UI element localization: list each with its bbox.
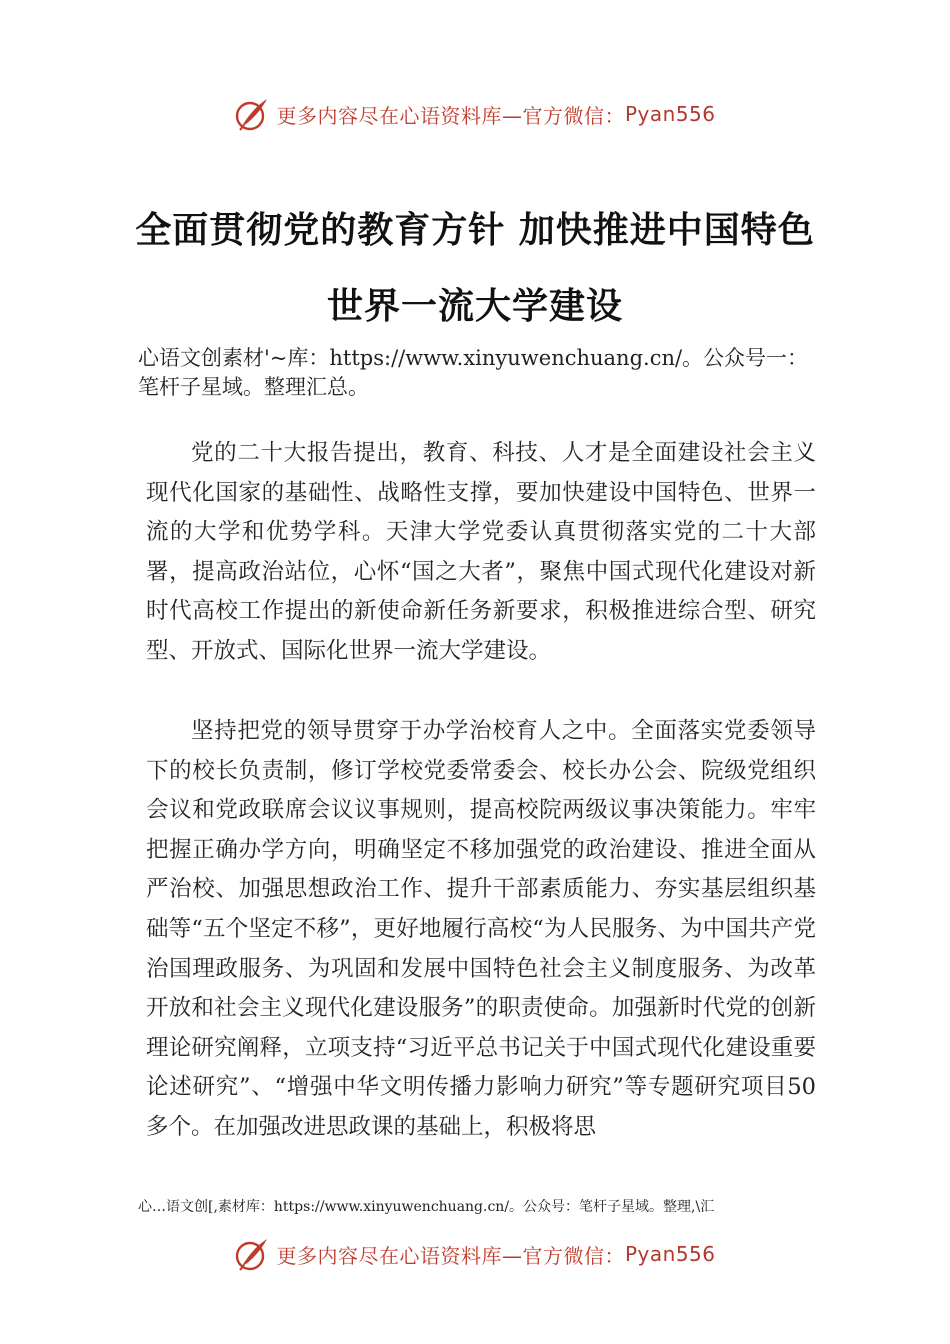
banner-wechat-id: Pyan556	[624, 1242, 716, 1266]
quill-logo-icon	[234, 96, 270, 132]
quill-logo-icon	[234, 1236, 270, 1272]
source-note: 心语文创素材'~库：https://www.xinyuwenchuang.cn/。公众号一：笔杆子星域。整理汇总。	[138, 346, 809, 399]
body-paragraph-2: 坚持把党的领导贯穿于办学治校育人之中。全面落实党委领导下的校长负责制，修订学校党委常委会、校长办公会、院级党组织会议和党政联席会议议事规则，提高校院两级议事决策能力。牢牢把握正确办学方向，明确坚定不移加强党的政治建设、推进全面从严治校、加强思想政治工作、提升干部素质能力、夯实基层组织基础等“五个坚定不移”，更好地履行高校“为人民服务、为中国共产党治国理政服务、为巩固和发展中国特色社会主义制度服务、为改革开放和社会主义现代化建设服务”的职责使命。加强新时代党的创新理论研究阐释，立项支持“习近平总书记关于中国式现代化建设重要论述研究”、“增强中华文明传播力影响力研究”等专题研究项目50多个。在加强改进思政课的基础上，积极将思	[146, 718, 816, 1140]
banner-wechat-id: Pyan556	[624, 102, 716, 126]
footer-source-note: 心…语文创[,素材库：https://www.xinyuwenchuang.cn/。公众号：笔杆子星域。整理,\汇	[138, 1199, 715, 1215]
body-paragraph-1: 党的二十大报告提出，教育、科技、人才是全面建设社会主义现代化国家的基础性、战略性支撑，要加快建设中国特色、世界一流的大学和优势学科。天津大学党委认真贯彻落实党的二十大部署，提高政治站位，心怀“国之大者”，聚焦中国式现代化建设对新时代高校工作提出的新使命新任务新要求，积极推进综合型、研究型、开放式、国际化世界一流大学建设。	[146, 440, 816, 664]
document-title-line-1: 全面贯彻党的教育方针 加快推进中国特色	[135, 210, 815, 251]
banner-text: 更多内容尽在心语资料库—官方微信：	[276, 103, 625, 128]
bottom-banner	[0, 1232, 950, 1276]
banner-text: 更多内容尽在心语资料库—官方微信：	[276, 1243, 625, 1268]
top-banner	[0, 92, 950, 136]
document-title-line-2: 世界一流大学建设	[326, 286, 623, 327]
